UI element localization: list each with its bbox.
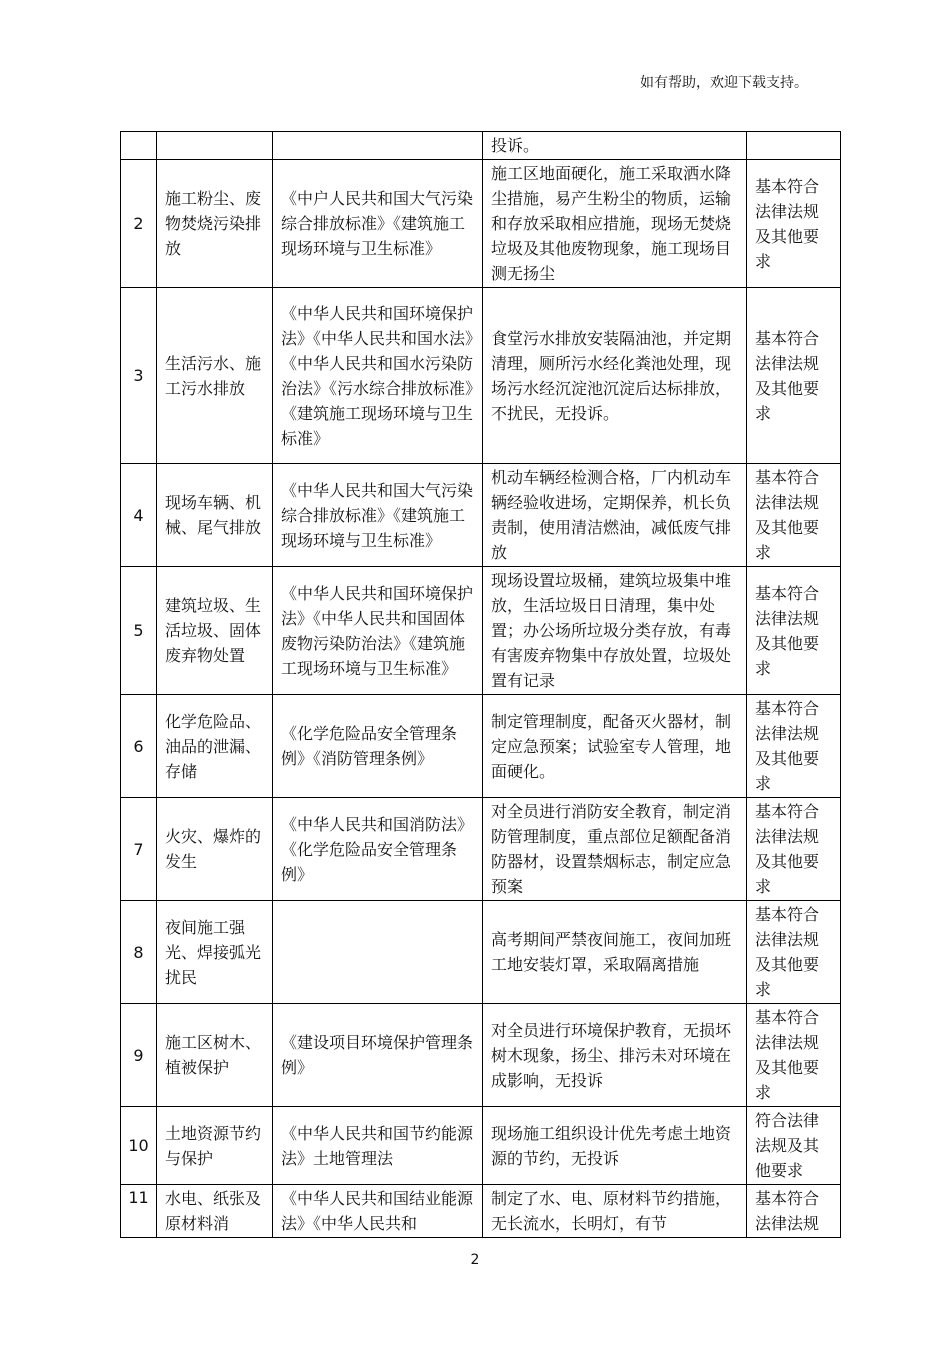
table-row <box>121 1107 841 1185</box>
table-row <box>121 695 841 798</box>
cell-law: 《化学危险品安全管理条例》《消防管理条例》 <box>273 695 483 798</box>
cell-measure: 高考期间严禁夜间施工，夜间加班工地安装灯罩，采取隔离措施 <box>483 901 747 1004</box>
cell-measure: 现场设置垃圾桶，建筑垃圾集中堆放，生活垃圾日日清理，集中处置；办公场所垃圾分类存放，有毒有害废弃物集中存放处置，垃圾处置有记录 <box>483 567 747 695</box>
cell-factor: 化学危险品、油品的泄漏、存储 <box>157 695 273 798</box>
cell-law: 《中华人民共和国消防法》《化学危险品安全管理条例》 <box>273 798 483 901</box>
cell-measure: 制定管理制度，配备灭火器材，制定应急预案；试验室专人管理，地面硬化。 <box>483 695 747 798</box>
cell-num: 5 <box>121 567 157 695</box>
table-row <box>121 901 841 1004</box>
cell-num: 4 <box>121 464 157 567</box>
cell-status: 基本符合法律法规 <box>747 1185 841 1238</box>
cell-law: 《中华人民共和国节约能源法》土地管理法 <box>273 1107 483 1185</box>
cell-law: 《中户人民共和国大气污染综合排放标准》《建筑施工现场环境与卫生标准》 <box>273 160 483 288</box>
cell-law: 《中华人民共和国结业能源法》《中华人民共和 <box>273 1185 483 1238</box>
cell-status <box>747 132 841 160</box>
cell-factor: 施工区树木、植被保护 <box>157 1004 273 1107</box>
cell-num: 11 <box>121 1185 157 1238</box>
cell-factor: 现场车辆、机械、尾气排放 <box>157 464 273 567</box>
cell-law <box>273 901 483 1004</box>
cell-factor: 施工粉尘、废物焚烧污染排放 <box>157 160 273 288</box>
cell-num: 7 <box>121 798 157 901</box>
table-body <box>121 132 841 1238</box>
cell-num <box>121 132 157 160</box>
environment-factor-table <box>120 131 841 1238</box>
cell-status: 基本符合法律法规及其他要求 <box>747 464 841 567</box>
cell-factor: 水电、纸张及原材料消 <box>157 1185 273 1238</box>
table-row <box>121 567 841 695</box>
table-row <box>121 1004 841 1107</box>
cell-num: 3 <box>121 288 157 464</box>
cell-status: 基本符合法律法规及其他要求 <box>747 1004 841 1107</box>
table-row <box>121 288 841 464</box>
cell-measure: 投诉。 <box>483 132 747 160</box>
cell-measure: 制定了水、电、原材料节约措施，无长流水，长明灯，有节 <box>483 1185 747 1238</box>
cell-factor: 夜间施工强光、焊接弧光扰民 <box>157 901 273 1004</box>
cell-status: 基本符合法律法规及其他要求 <box>747 288 841 464</box>
cell-factor: 建筑垃圾、生活垃圾、固体废弃物处置 <box>157 567 273 695</box>
cell-measure: 对全员进行消防安全教育，制定消防管理制度，重点部位足额配备消防器材，设置禁烟标志，制定应急预案 <box>483 798 747 901</box>
cell-measure: 对全员进行环境保护教育，无损坏树木现象，扬尘、排污未对环境在成影响，无投诉 <box>483 1004 747 1107</box>
cell-law: 《中华人民共和国大气污染综合排放标准》《建筑施工现场环境与卫生标准》 <box>273 464 483 567</box>
cell-measure: 现场施工组织设计优先考虑土地资源的节约，无投诉 <box>483 1107 747 1185</box>
cell-status: 符合法律法规及其他要求 <box>747 1107 841 1185</box>
cell-factor: 土地资源节约与保护 <box>157 1107 273 1185</box>
cell-measure: 食堂污水排放安装隔油池，并定期清理，厕所污水经化粪池处理，现场污水经沉淀池沉淀后达标排放，不扰民，无投诉。 <box>483 288 747 464</box>
table-row <box>121 1185 841 1238</box>
cell-law: 《中华人民共和国环境保护法》《中华人民共和国固体废物污染防治法》《建筑施工现场环境与卫生标准》 <box>273 567 483 695</box>
cell-law: 《中华人民共和国环境保护法》《中华人民共和国水法》《中华人民共和国水污染防治法》《污水综合排放标准》《建筑施工现场环境与卫生标准》 <box>273 288 483 464</box>
cell-measure: 施工区地面硬化，施工采取洒水降尘措施，易产生粉尘的物质，运输和存放采取相应措施，现场无焚烧垃圾及其他废物现象，施工现场目测无扬尘 <box>483 160 747 288</box>
table-row <box>121 132 841 160</box>
cell-factor <box>157 132 273 160</box>
cell-num: 10 <box>121 1107 157 1185</box>
cell-num: 9 <box>121 1004 157 1107</box>
cell-law: 《建设项目环境保护管理条例》 <box>273 1004 483 1107</box>
table-row <box>121 160 841 288</box>
cell-status: 基本符合法律法规及其他要求 <box>747 567 841 695</box>
page-header-text: 如有帮助，欢迎下载支持。 <box>640 75 808 91</box>
cell-status: 基本符合法律法规及其他要求 <box>747 798 841 901</box>
cell-num: 6 <box>121 695 157 798</box>
cell-status: 基本符合法律法规及其他要求 <box>747 160 841 288</box>
cell-measure: 机动车辆经检测合格，厂内机动车辆经验收进场，定期保养，机长负责制，使用清洁燃油，减低废气排放 <box>483 464 747 567</box>
cell-num: 8 <box>121 901 157 1004</box>
cell-status: 基本符合法律法规及其他要求 <box>747 901 841 1004</box>
cell-status: 基本符合法律法规及其他要求 <box>747 695 841 798</box>
cell-factor: 火灾、爆炸的发生 <box>157 798 273 901</box>
table-row <box>121 798 841 901</box>
cell-law <box>273 132 483 160</box>
page-number: 2 <box>470 1252 480 1268</box>
cell-factor: 生活污水、施工污水排放 <box>157 288 273 464</box>
table-row <box>121 464 841 567</box>
cell-num: 2 <box>121 160 157 288</box>
